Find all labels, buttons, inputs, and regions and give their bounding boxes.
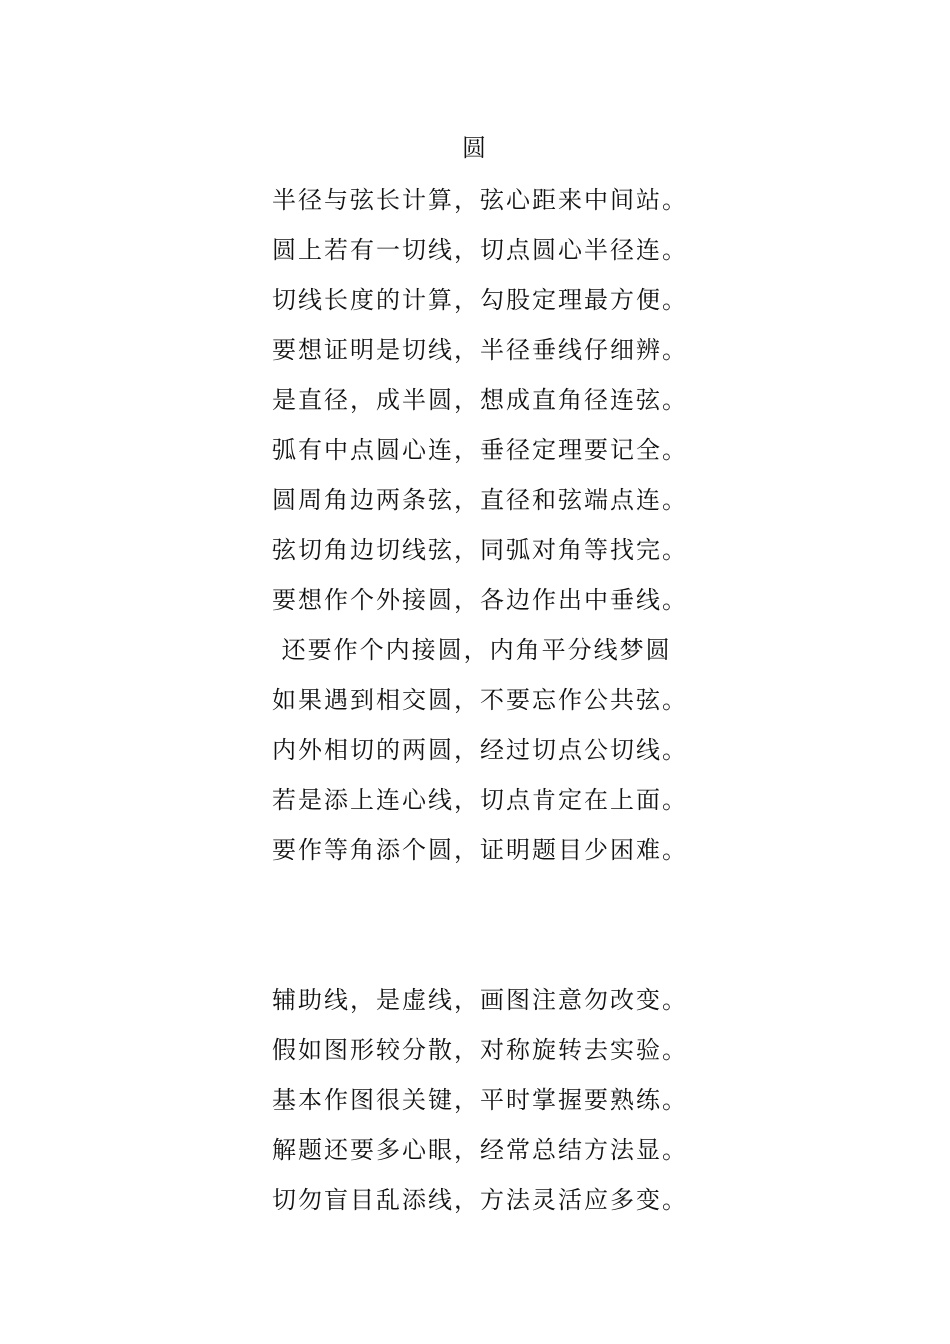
verse-line: 基本作图很关键，平时掌握要熟练。 [272,1086,688,1114]
verse-line: 还要作个内接圆，内角平分线梦圆 [272,636,672,664]
verse-line: 是直径，成半圆，想成直角径连弦。 [272,386,688,414]
verse-line: 辅助线，是虚线，画图注意勿改变。 [272,986,688,1014]
verse-line: 切勿盲目乱添线，方法灵活应多变。 [272,1186,688,1214]
verse-line: 解题还要多心眼，经常总结方法显。 [272,1136,688,1164]
verse-line: 弧有中点圆心连，垂径定理要记全。 [272,436,688,464]
verse-line: 要想作个外接圆，各边作出中垂线。 [272,586,688,614]
verse-line: 要想证明是切线，半径垂线仔细辨。 [272,336,688,364]
verse-line: 若是添上连心线，切点肯定在上面。 [272,786,688,814]
page-title: 圆 [462,134,488,162]
verse-line: 如果遇到相交圆，不要忘作公共弦。 [272,686,688,714]
verse-line: 圆上若有一切线，切点圆心半径连。 [272,236,688,264]
verse-section-2 [272,983,692,1233]
verse-line: 要作等角添个圆，证明题目少困难。 [272,836,688,864]
verse-line: 圆周角边两条弦，直径和弦端点连。 [272,486,688,514]
verse-line: 半径与弦长计算，弦心距来中间站。 [272,186,688,214]
verse-line: 切线长度的计算，勾股定理最方便。 [272,286,688,314]
verse-line: 假如图形较分散，对称旋转去实验。 [272,1036,688,1064]
verse-line: 弦切角边切线弦，同弧对角等找完。 [272,536,688,564]
verse-section-1 [272,183,692,883]
verse-line: 内外相切的两圆，经过切点公切线。 [272,736,688,764]
